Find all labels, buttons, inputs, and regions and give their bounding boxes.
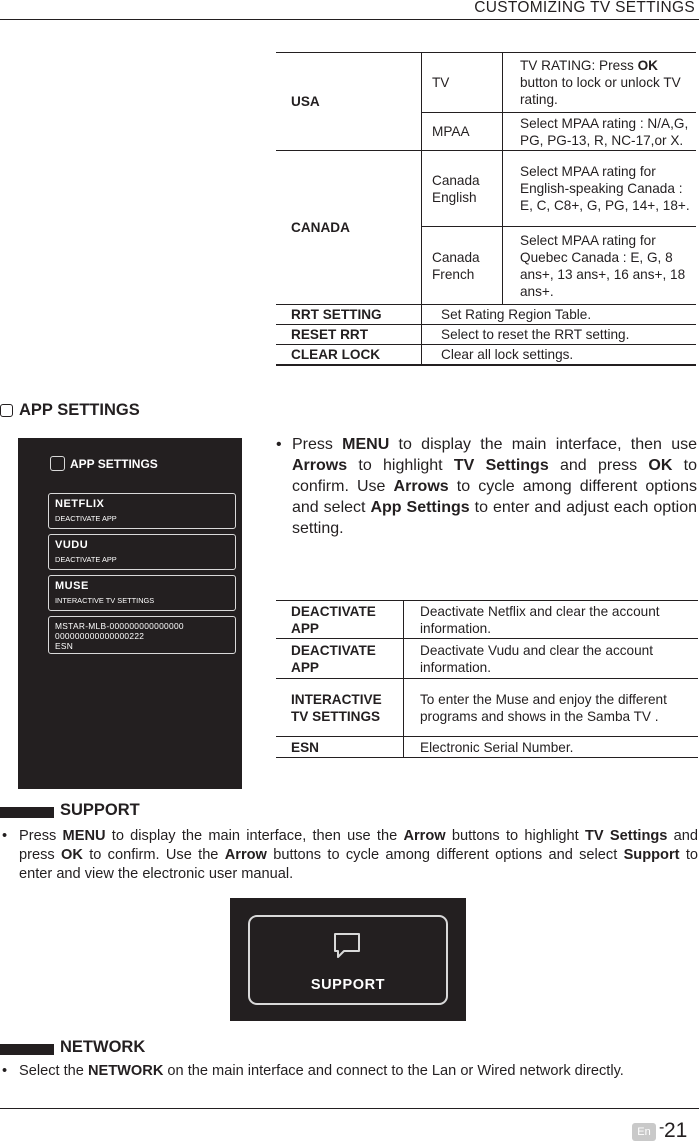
network-heading-bar [0,1044,54,1055]
reset-rrt-desc: Select to reset the RRT setting. [422,325,697,345]
support-screen [230,898,466,1021]
network-heading: NETWORK [60,1038,146,1056]
rrt-setting-label: RRT SETTING [276,305,422,325]
row-desc: Electronic Serial Number. [404,737,699,758]
table-row [276,639,698,679]
muse-option[interactable] [48,575,236,611]
table-row [276,679,698,737]
app-settings-heading: APP SETTINGS [19,401,140,419]
parental-lock-table [276,52,696,366]
app-settings-screen [18,438,242,789]
row-desc: Deactivate Vudu and clear the account information. [404,639,699,679]
support-heading: SUPPORT [60,801,140,819]
app-settings-screen-title: APP SETTINGS [70,457,158,471]
app-settings-instruction: • Press MENU to display the main interface, then use Arrows to highlight TV Settings and press OK to confirm. Use Arrows to cycle among different options and select App Settings to enter and adjust each option setting. [276,436,698,537]
app-settings-screen-icon [50,456,65,471]
table-row [276,601,698,639]
language-badge: En [632,1123,656,1141]
support-tile[interactable] [248,915,448,1005]
page-dash: - [659,1119,665,1136]
canada-french-desc: Select MPAA rating for Quebec Canada : E, G, 8 ans+, 13 ans+, 16 ans+, 18 ans+. [503,227,697,305]
mpaa-desc: Select MPAA rating : N/A,G, PG, PG-13, R, NC-17,or X. [503,113,697,151]
canada-label: CANADA [276,151,422,305]
chat-bubble-icon [332,932,362,960]
row-desc: Deactivate Netflix and clear the account information. [404,601,699,639]
row-desc: To enter the Muse and enjoy the different programs and shows in the Samba TV . [404,679,699,737]
row-label: DEACTIVATE APP [276,639,404,679]
vudu-sub: DEACTIVATE APP [55,555,117,564]
esn-value: MSTAR-MLB-000000000000000 000000000000000222 ESN [55,621,184,651]
vudu-name: VUDU [55,539,89,551]
vudu-option[interactable] [48,534,236,570]
table-row [276,737,698,758]
table-row [276,151,696,227]
tv-label: TV [422,53,503,113]
table-row [276,305,696,325]
esn-option[interactable] [48,616,236,654]
table-row [276,345,696,366]
header-rule [0,19,699,20]
netflix-option[interactable] [48,493,236,529]
reset-rrt-label: RESET RRT [276,325,422,345]
page-header-title: CUSTOMIZING TV SETTINGS [474,0,695,16]
tv-desc: TV RATING: Press OK button to lock or unlock TV rating. [503,53,697,113]
netflix-name: NETFLIX [55,498,105,510]
network-instruction: • Select the NETWORK on the main interface and connect to the Lan or Wired network directly. [2,1063,624,1079]
row-label: INTERACTIVE TV SETTINGS [276,679,404,737]
support-tile-label: SUPPORT [310,977,386,993]
muse-sub: INTERACTIVE TV SETTINGS [55,596,155,605]
netflix-sub: DEACTIVATE APP [55,514,117,523]
clear-lock-desc: Clear all lock settings. [422,345,697,366]
muse-name: MUSE [55,580,89,592]
canada-french-label: Canada French [422,227,503,305]
table-row [276,53,696,113]
support-instruction: • Press MENU to display the main interface, then use the Arrow buttons to highlight TV Settings and press OK to confirm. Use the Arrow buttons to cycle among different options and select Support to enter and view the electronic user manual. [2,828,699,882]
mpaa-label: MPAA [422,113,503,151]
support-heading-bar [0,807,54,818]
canada-english-desc: Select MPAA rating for English-speaking Canada : E, C, C8+, G, PG, 14+, 18+. [503,151,697,227]
app-settings-table [276,600,698,758]
page-number: 21 [664,1119,688,1142]
canada-english-label: Canada English [422,151,503,227]
usa-label: USA [276,53,422,151]
row-label: DEACTIVATE APP [276,601,404,639]
clear-lock-label: CLEAR LOCK [276,345,422,366]
row-label: ESN [276,737,404,758]
rrt-setting-desc: Set Rating Region Table. [422,305,697,325]
app-settings-heading-icon [0,404,13,417]
footer-rule [0,1108,699,1109]
table-row [276,325,696,345]
